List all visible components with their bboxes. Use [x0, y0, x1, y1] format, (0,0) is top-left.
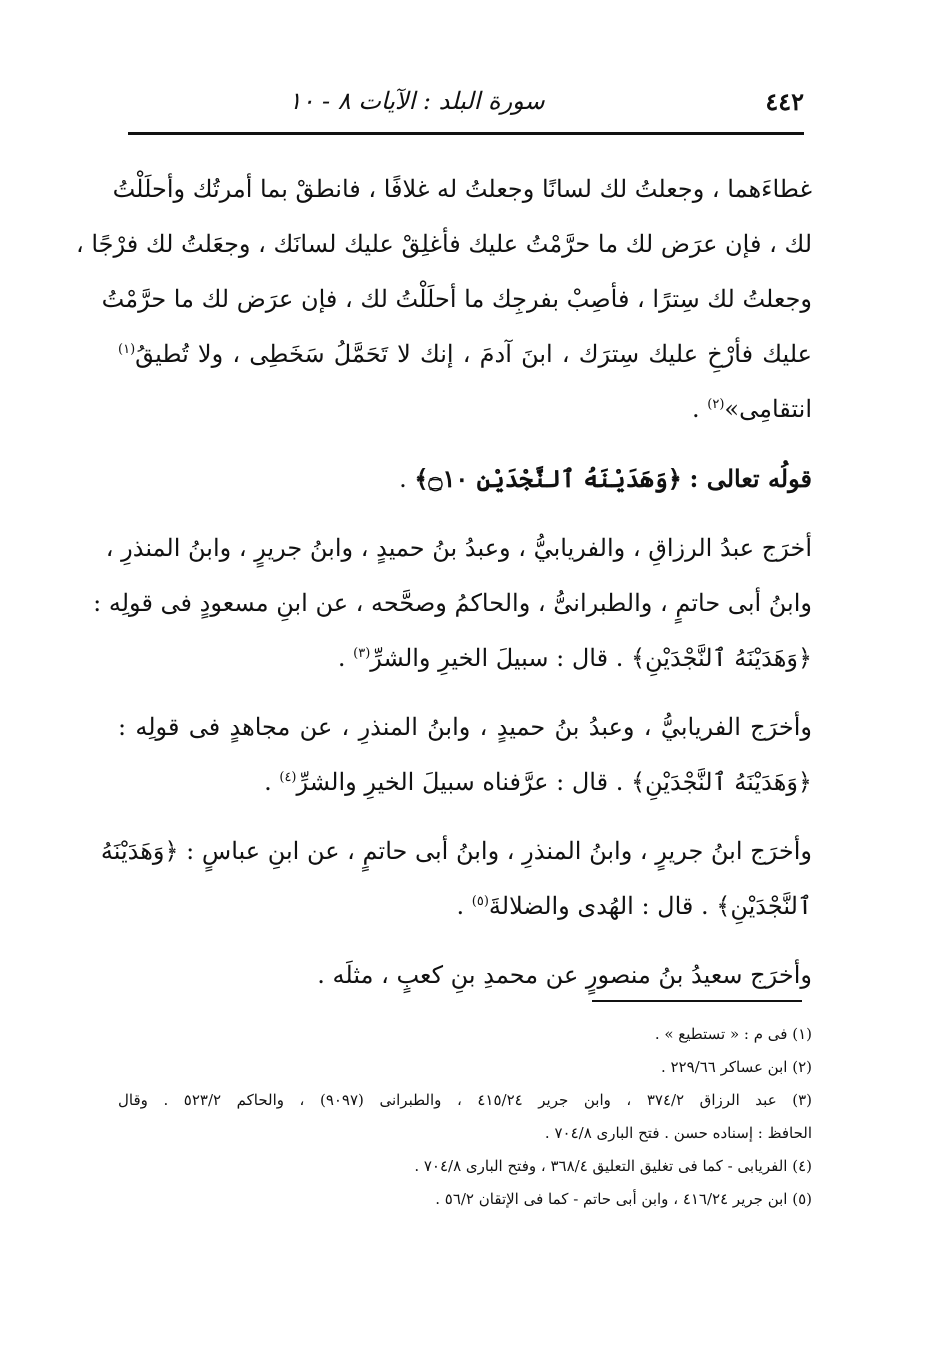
footnote-marker: (٢) — [707, 397, 725, 412]
line-text: وأخرَج ابنُ جريرٍ ، وابنُ المنذرِ ، وابنُ أبى حاتمٍ ، عن ابنِ عباسٍ : ﴿وَهَدَيْنَهُ — [100, 837, 812, 865]
footnote: (٥) ابن جرير ٤١٦/٢٤ ، وابن أبى حاتم - كما فى الإتقان ٥٦/٢ . — [435, 1190, 812, 1208]
paragraph-5 — [118, 948, 812, 1003]
line-text: ٱلنَّجْدَيْنِ﴾ . قال : الهُدى والضلالةَ — [488, 892, 812, 920]
footnote-marker: (٤) — [279, 770, 297, 785]
verse-lead: قولُه تعالى : — [689, 464, 812, 493]
paragraph-3 — [118, 700, 812, 810]
text-line — [118, 382, 812, 437]
text-line — [118, 879, 812, 934]
line-text: لك ، فإن عرَض لك ما حرَّمْتُ عليك فأغلِقْ عليك لسانَك ، وجعَلتُ لك فرْجًا ، — [75, 230, 812, 258]
text-line — [118, 451, 812, 507]
quran-verse: ﴿وَهَدَيْنَهُ ٱلنَّجْدَيْنِ ۝١٠﴾ — [414, 464, 682, 493]
text-line — [105, 521, 812, 576]
text-line — [93, 576, 812, 631]
text-line — [100, 824, 812, 879]
footnotes — [118, 1018, 812, 1216]
line-text: عليك فأرْخِ عليك سِترَك ، ابنَ آدمَ ، إنك لا تَحَمَّلُ سَخَطِى ، ولا تُطيقُ — [135, 340, 813, 368]
sentence-end: . — [264, 768, 280, 796]
footnote: (٢) ابن عساكر ٢٢٩/٦٦ . — [660, 1058, 812, 1076]
footnote: (٤) الفريابى - كما فى تغليق التعليق ٣٦٨/٤ ، وفتح البارى ٧٠٤/٨ . — [414, 1157, 812, 1175]
text-line — [112, 162, 812, 217]
verse-heading — [118, 451, 812, 507]
text-line — [101, 272, 812, 327]
text-line — [118, 948, 812, 1003]
sentence-end: . — [456, 892, 472, 920]
paragraph-4 — [100, 824, 812, 934]
footnote-marker: (١) — [118, 342, 136, 357]
footnote-rule — [592, 1000, 802, 1002]
text-line — [118, 327, 812, 382]
footnote-marker: (٣) — [353, 646, 371, 661]
line-text: وأخرَج سعيدُ بنُ منصورٍ عن محمدِ بنِ كعبٍ ، مثلَه . — [317, 961, 812, 989]
line-text: وابنُ أبى حاتمٍ ، والطبرانىُّ ، والحاكمُ وصحَّحه ، عن ابنِ مسعودٍ فى قولِه : — [93, 589, 812, 617]
text-line — [75, 217, 812, 272]
paragraph-1 — [75, 162, 813, 437]
line-text: انتقامِى» — [724, 395, 812, 423]
paragraph-2 — [93, 521, 812, 686]
page-number: ٤٤٢ — [765, 86, 804, 116]
line-text: وأخرَج الفريابيُّ ، وعبدُ بنُ حميدٍ ، وابنُ المنذرِ ، عن مجاهدٍ فى قولِه : — [118, 713, 812, 741]
line-text: ﴿وَهَدَيْنَهُ ٱلنَّجْدَيْنِ﴾ . قال : عرَّفناه سبيلَ الخيرِ والشرِّ — [296, 768, 812, 796]
line-text: ﴿وَهَدَيْنَهُ ٱلنَّجْدَيْنِ﴾ . قال : سبيلَ الخيرِ والشرِّ — [370, 644, 812, 672]
footnote-continuation: الحافظ : إسناده حسن . فتح البارى ٧٠٤/٨ . — [544, 1124, 812, 1142]
text-line — [118, 700, 812, 755]
sentence-end: . — [692, 395, 708, 423]
sentence-end: . — [399, 465, 415, 493]
footnote-marker: (٥) — [471, 894, 489, 909]
main-text — [75, 162, 813, 1017]
line-text: وجعلتُ لك سِترًا ، فأصِبْ بفرجِك ما أحلَلْتُ لك ، فإن عرَض لك ما حرَّمْتُ — [101, 285, 812, 313]
running-title: سورة البلد : الآيات ٨ - ١٠ — [288, 87, 545, 115]
footnote: (١) فى م : « تستطيع » . — [654, 1025, 812, 1043]
header-rule — [128, 132, 804, 135]
text-line — [118, 755, 812, 810]
line-text: غطاءَهما ، وجعلتُ لك لسانًا وجعلتُ له غلافًا ، فانطقْ بما أمرتُك وأحلَلْتُ — [112, 175, 812, 203]
page-header — [128, 80, 804, 122]
line-text: أخرَج عبدُ الرزاقِ ، والفريابيُّ ، وعبدُ بنُ حميدٍ ، وابنُ جريرٍ ، وابنُ المنذرِ ، — [105, 534, 812, 562]
footnote: (٣) عبد الرزاق ٣٧٤/٢ ، وابن جرير ٤١٥/٢٤ ، والطبرانى (٩٠٩٧) ، والحاكم ٥٢٣/٢ . وقال — [118, 1091, 812, 1109]
sentence-end: . — [337, 644, 354, 672]
text-line — [118, 631, 812, 686]
